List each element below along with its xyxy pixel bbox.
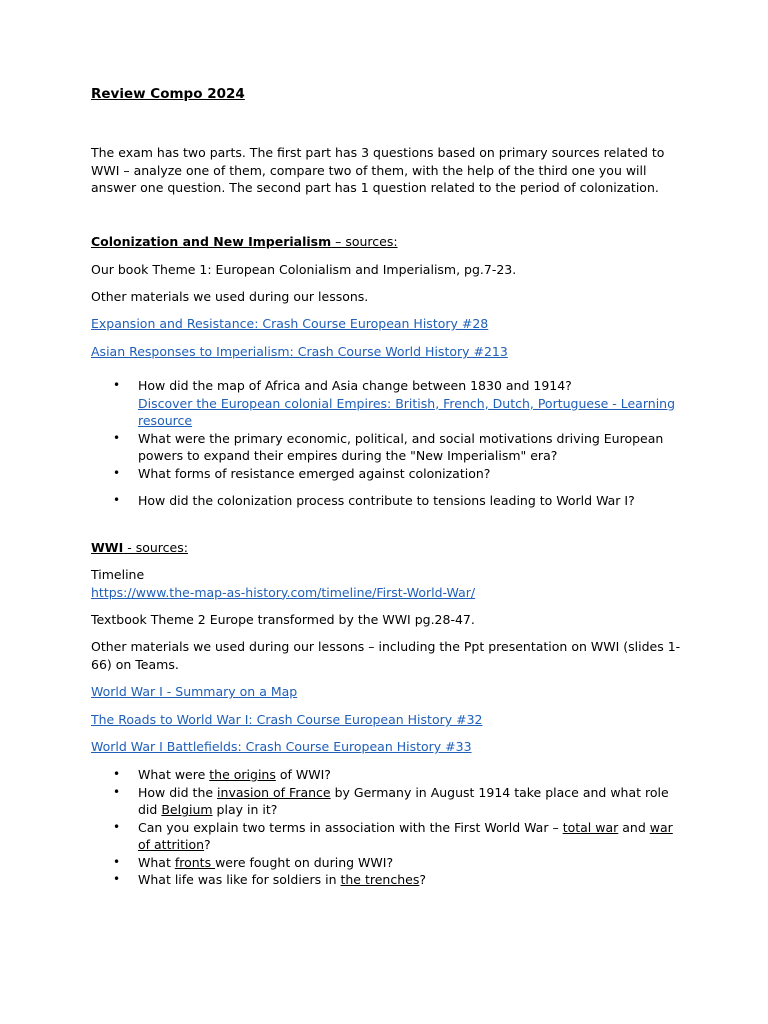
wwi-q4-text: What xyxy=(138,854,175,870)
term-war-of-attrition: war of attrition xyxy=(138,819,673,852)
bullet-icon: • xyxy=(113,430,121,445)
list-item xyxy=(91,766,681,784)
list-item xyxy=(91,854,681,872)
link-expansion-resistance[interactable]: Expansion and Resistance: Crash Course European History #28 xyxy=(91,316,489,331)
wwi-heading-bold: WWI xyxy=(91,540,124,555)
wwi-textbook: Textbook Theme 2 Europe transformed by the WWI pg.28-47. xyxy=(91,612,475,627)
wwi-questions xyxy=(91,766,681,889)
wwi-q2-text-end: play in it? xyxy=(212,802,278,817)
bullet-icon: • xyxy=(113,872,121,886)
intro-paragraph: The exam has two parts. The first part has 3 questions based on primary sources related to WWI – analyze one of them, compare two of them, with the help of the third one you will answer one question. The second part has 1 question related to the period of colonization. xyxy=(91,145,665,195)
wwi-heading-rest: - sources: xyxy=(123,540,188,555)
list-item xyxy=(91,465,681,483)
link-asian-responses[interactable]: Asian Responses to Imperialism: Crash Course World History #213 xyxy=(91,344,508,359)
link-wwi-battlefields[interactable]: World War I Battlefields: Crash Course European History #33 xyxy=(91,739,472,754)
wwi-q2-text-mid: by Germany in August 1914 take place and what role did xyxy=(138,784,669,817)
wwi-timeline xyxy=(91,566,681,601)
list-item xyxy=(91,784,681,819)
term-invasion-of-france: invasion of France xyxy=(217,784,331,800)
colonization-q1: How did the map of Africa and Asia change between 1830 and 1914? xyxy=(138,378,572,393)
wwi-q1-text: What were xyxy=(138,767,210,782)
colonization-heading xyxy=(91,233,681,251)
wwi-q3-text-end: ? xyxy=(204,837,211,852)
wwi-q2-text: How did the xyxy=(138,784,218,800)
list-item xyxy=(91,871,681,889)
wwi-q3-text: Can you explain two terms in association with the First World War – xyxy=(138,819,563,835)
wwi-heading xyxy=(91,539,681,557)
wwi-q5-text-end: ? xyxy=(419,872,426,887)
wwi-q3-text-mid: and xyxy=(618,819,650,835)
list-item xyxy=(91,819,681,854)
wwi-other: Other materials we used during our lessons – including the Ppt presentation on WWI (slides 1-66) on Teams. xyxy=(91,639,681,672)
term-belgium: Belgium xyxy=(161,802,213,817)
link-wwi-summary-map[interactable]: World War I - Summary on a Map xyxy=(91,684,298,699)
timeline-label: Timeline xyxy=(91,567,145,582)
colonization-book: Our book Theme 1: European Colonialism and Imperialism, pg.7-23. xyxy=(91,262,517,277)
link-colonial-empires[interactable]: Discover the European colonial Empires: British, French, Dutch, Portuguese - Learning resource xyxy=(138,395,676,428)
list-item xyxy=(91,492,681,510)
bullet-icon: • xyxy=(113,784,121,799)
bullet-icon: • xyxy=(113,854,121,869)
document-title: Review Compo 2024 xyxy=(91,86,245,102)
colonization-questions xyxy=(91,377,681,510)
term-fronts: fronts xyxy=(174,854,216,870)
bullet-icon: • xyxy=(113,465,121,480)
wwi-q4-text-end: were fought on during WWI? xyxy=(215,854,394,870)
term-total-war: total war xyxy=(562,819,619,835)
bullet-icon: • xyxy=(113,767,121,781)
link-timeline-url[interactable]: https://www.the-map-as-history.com/timeline/First-World-War/ xyxy=(91,584,476,600)
colonization-heading-rest: – sources: xyxy=(331,234,398,249)
bullet-icon: • xyxy=(113,493,121,507)
term-the-trenches: the trenches xyxy=(340,872,420,887)
colonization-other: Other materials we used during our lessons. xyxy=(91,289,369,304)
bullet-icon: • xyxy=(113,378,121,392)
colonization-q3: What forms of resistance emerged against colonization? xyxy=(138,465,491,481)
wwi-q1-text-end: of WWI? xyxy=(275,767,331,782)
list-item xyxy=(91,430,681,465)
list-item xyxy=(91,377,681,430)
link-roads-to-wwi[interactable]: The Roads to World War I: Crash Course European History #32 xyxy=(91,712,483,727)
term-origins: the origins xyxy=(209,767,276,782)
colonization-q4: How did the colonization process contribute to tensions leading to World War I? xyxy=(138,493,635,508)
bullet-icon: • xyxy=(113,819,121,834)
colonization-heading-bold: Colonization and New Imperialism xyxy=(91,234,332,249)
colonization-q2: What were the primary economic, political, and social motivations driving European powers to expand their empires during the "New Imperialism" era? xyxy=(138,430,664,463)
wwi-q5-text: What life was like for soldiers in xyxy=(138,872,341,887)
